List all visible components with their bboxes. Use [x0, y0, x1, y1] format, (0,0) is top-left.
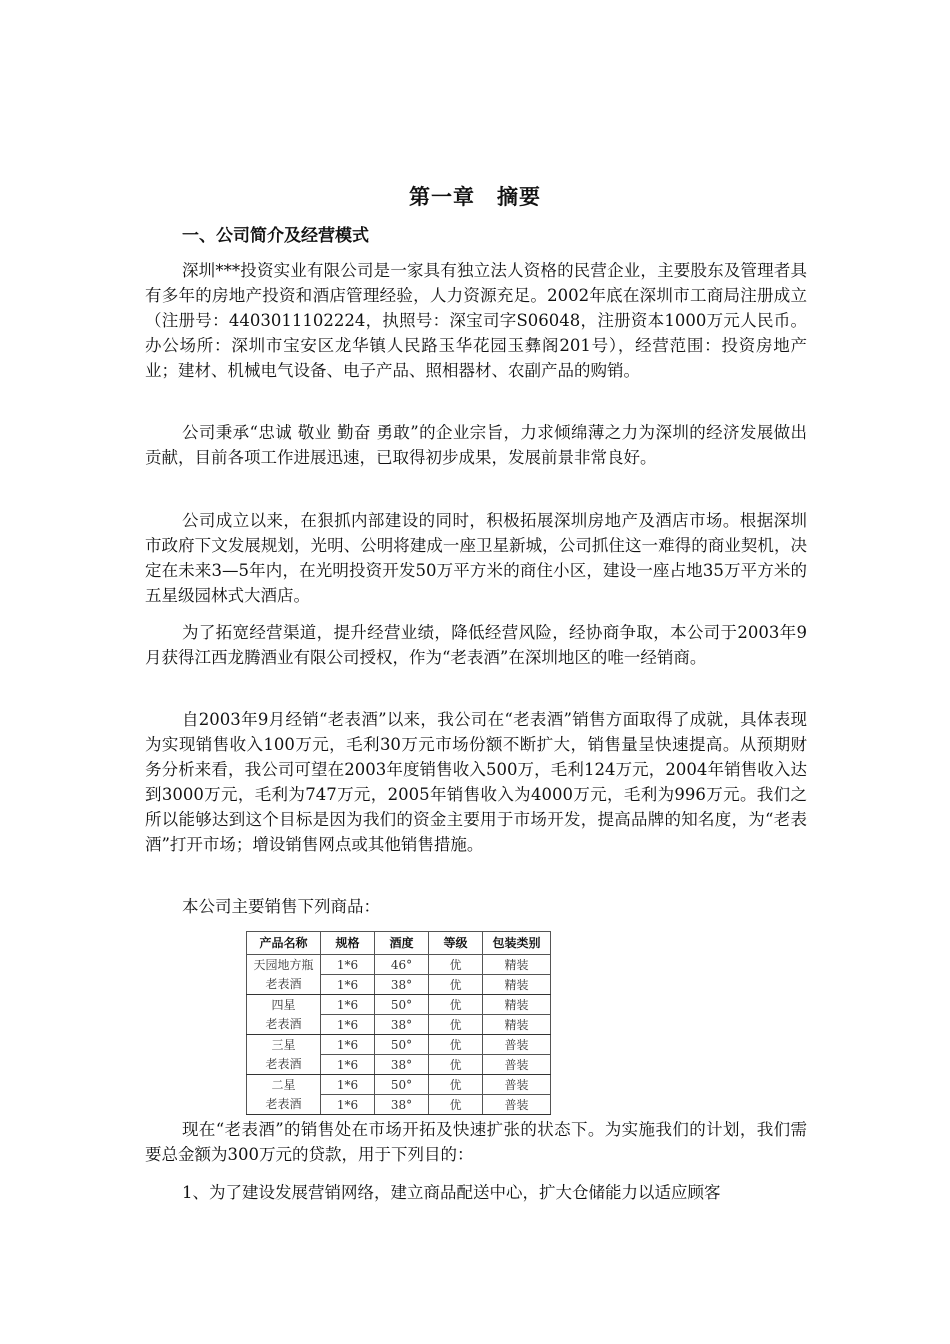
- header-grade: 等级: [429, 932, 483, 955]
- table-row: [247, 1075, 551, 1095]
- cell-spec: 1*6: [321, 1075, 375, 1095]
- products-table: [246, 931, 551, 1115]
- chapter-title: 第一章 摘要: [409, 185, 541, 209]
- table-row: [247, 975, 551, 995]
- cell-alcohol: 38°: [375, 1055, 429, 1075]
- paragraph-company-tenet: 公司秉承“忠诚 敬业 勤奋 勇敢”的企业宗旨，力求倾绵薄之力为深圳的经济发展做出贡献，目前各项工作进展迅速，已取得初步成果，发展前景非常良好。: [145, 423, 807, 467]
- cell-packaging: 精装: [483, 975, 551, 995]
- cell-grade: 优: [429, 1035, 483, 1055]
- table-header-row: [247, 932, 551, 955]
- table-row: [247, 995, 551, 1015]
- cell-alcohol: 38°: [375, 975, 429, 995]
- table-row: [247, 955, 551, 975]
- cell-spec: 1*6: [321, 995, 375, 1015]
- cell-grade: 优: [429, 1075, 483, 1095]
- cell-alcohol: 38°: [375, 1095, 429, 1115]
- cell-grade: 优: [429, 955, 483, 975]
- paragraph-loan-request: 现在“老表酒”的销售处在市场开拓及快速扩张的状态下。为实施我们的计划，我们需要总金额为300万元的贷款，用于下列目的：: [145, 1120, 807, 1164]
- cell-spec: 1*6: [321, 955, 375, 975]
- table-row: [247, 1035, 551, 1055]
- cell-packaging: 普装: [483, 1055, 551, 1075]
- cell-alcohol: 46°: [375, 955, 429, 975]
- cell-product-name: 天园地方瓶: [247, 955, 321, 975]
- header-spec: 规格: [321, 932, 375, 955]
- cell-alcohol: 38°: [375, 1015, 429, 1035]
- table-row: [247, 1015, 551, 1035]
- cell-spec: 1*6: [321, 1015, 375, 1035]
- cell-spec: 1*6: [321, 1035, 375, 1055]
- cell-packaging: 精装: [483, 1015, 551, 1035]
- paragraph-products-intro: 本公司主要销售下列商品：: [182, 897, 380, 916]
- cell-grade: 优: [429, 1095, 483, 1115]
- table-row: [247, 1095, 551, 1115]
- cell-product-name: 老表酒: [247, 1015, 321, 1035]
- cell-grade: 优: [429, 1015, 483, 1035]
- cell-alcohol: 50°: [375, 1035, 429, 1055]
- cell-spec: 1*6: [321, 1095, 375, 1115]
- paragraph-sales-results: 自2003年9月经销“老表酒”以来，我公司在“老表酒”销售方面取得了成就，具体表现为实现销售收入100万元，毛利30万元市场份额不断扩大，销售量呈快速提高。从预期财务分析来看，我公司可望在2003年度销售收入500万，毛利124万元，2004年销售收入达到3000万元，毛利为747万元，2005年销售收入为4000万元，毛利为996万元。我们之所以能够达到这个目标是因为我们的资金主要用于市场开发，提高品牌的知名度，为“老表酒”打开市场；增设销售网点或其他销售措施。: [145, 710, 807, 854]
- paragraph-loan-purpose-1: 1、为了建设发展营销网络，建立商品配送中心，扩大仓储能力以适应顾客: [182, 1183, 721, 1202]
- cell-product-name: 三星: [247, 1035, 321, 1055]
- header-product-name: 产品名称: [247, 932, 321, 955]
- cell-packaging: 精装: [483, 995, 551, 1015]
- cell-product-name: 老表酒: [247, 975, 321, 995]
- cell-packaging: 普装: [483, 1035, 551, 1055]
- cell-grade: 优: [429, 995, 483, 1015]
- cell-packaging: 普装: [483, 1095, 551, 1115]
- cell-product-name: 老表酒: [247, 1095, 321, 1115]
- header-alcohol: 酒度: [375, 932, 429, 955]
- cell-grade: 优: [429, 1055, 483, 1075]
- cell-spec: 1*6: [321, 1055, 375, 1075]
- cell-packaging: 精装: [483, 955, 551, 975]
- cell-alcohol: 50°: [375, 995, 429, 1015]
- table-row: [247, 1055, 551, 1075]
- cell-packaging: 普装: [483, 1075, 551, 1095]
- cell-grade: 优: [429, 975, 483, 995]
- cell-alcohol: 50°: [375, 1075, 429, 1095]
- cell-product-name: 老表酒: [247, 1055, 321, 1075]
- cell-product-name: 二星: [247, 1075, 321, 1095]
- paragraph-company-intro: 深圳***投资实业有限公司是一家具有独立法人资格的民营企业，主要股东及管理者具有多年的房地产投资和酒店管理经验，人力资源充足。2002年底在深圳市工商局注册成立（注册号：4403011102224，执照号：深宝司字S06048，注册资本1000万元人民币。办公场所：深圳市宝安区龙华镇人民路玉华花园玉彝阁201号），经营范围：投资房地产业；建材、机械电气设备、电子产品、照相器材、农副产品的购销。: [145, 261, 807, 380]
- section-title: 一、公司简介及经营模式: [182, 226, 369, 246]
- header-packaging: 包装类别: [483, 932, 551, 955]
- paragraph-distribution-rights: 为了拓宽经营渠道，提升经营业绩，降低经营风险，经协商争取，本公司于2003年9月获得江西龙腾酒业有限公司授权，作为“老表酒”在深圳地区的唯一经销商。: [145, 623, 807, 667]
- cell-product-name: 四星: [247, 995, 321, 1015]
- paragraph-development-plan: 公司成立以来，在狠抓内部建设的同时，积极拓展深圳房地产及酒店市场。根据深圳市政府下文发展规划，光明、公明将建成一座卫星新城，公司抓住这一难得的商业契机，决定在未来3—5年内，在光明投资开发50万平方米的商住小区，建设一座占地35万平方米的五星级园林式大酒店。: [145, 511, 807, 605]
- cell-spec: 1*6: [321, 975, 375, 995]
